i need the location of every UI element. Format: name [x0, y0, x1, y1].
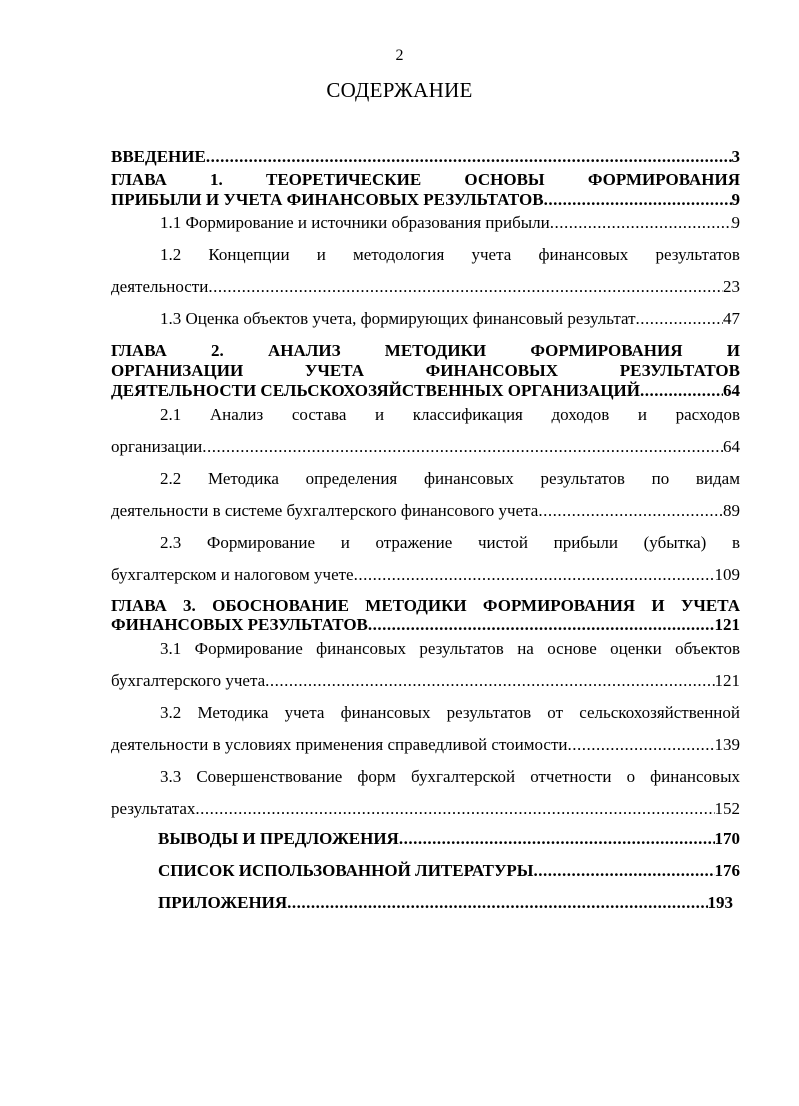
word: доходов	[551, 405, 610, 424]
word: 2.	[210, 341, 224, 360]
toc-page: 64	[723, 381, 740, 400]
toc-section-2-3-line1[interactable]	[160, 533, 740, 553]
word: отражение	[375, 533, 453, 552]
toc-leader-dots	[640, 381, 723, 401]
page-title: СОДЕРЖАНИЕ	[326, 78, 473, 102]
toc-page: 176	[714, 861, 740, 880]
word: АНАЛИЗ	[267, 341, 341, 360]
toc-section-3-2-line2[interactable]	[111, 735, 740, 755]
word: 1.	[210, 170, 223, 189]
toc-chapter1-line1[interactable]	[111, 170, 740, 190]
word: ТЕОРЕТИЧЕСКИЕ	[266, 170, 422, 189]
word: состава	[291, 405, 347, 424]
toc-entry-introduction[interactable]	[111, 147, 740, 167]
toc-section-1-2-line1[interactable]	[160, 245, 740, 265]
word: ФОРМИРОВАНИЯ	[530, 341, 683, 360]
word: и	[375, 405, 385, 424]
toc-section-3-1-line2[interactable]	[111, 671, 740, 691]
toc-label: 1.3 Оценка объектов учета, формирующих финансовый результат	[160, 309, 636, 328]
word: 2.3	[160, 533, 182, 552]
toc-leader-dots	[544, 190, 732, 210]
word: результатов	[655, 245, 740, 264]
word: определения	[305, 469, 398, 488]
toc-section-2-2-line2[interactable]	[111, 501, 740, 521]
toc-section-2-1-line2[interactable]	[111, 437, 740, 457]
toc-leader-dots	[202, 437, 723, 457]
toc-leader-dots	[206, 147, 732, 167]
toc-page: 9	[731, 190, 740, 209]
toc-section-3-2-line1[interactable]: 3.2 Методика учета финансовых результатов от сельскохозяйственной	[160, 703, 740, 722]
toc-page: 9	[731, 213, 740, 232]
toc-section-3-3-line2[interactable]	[111, 799, 740, 819]
toc-page: 64	[723, 437, 740, 456]
toc-label: ПРИБЫЛИ И УЧЕТА ФИНАНСОВЫХ РЕЗУЛЬТАТОВ	[111, 190, 544, 209]
toc-section-1-3[interactable]	[160, 309, 740, 329]
toc-section-3-3-line1[interactable]: 3.3 Совершенствование форм бухгалтерской отчетности о финансовых	[160, 767, 740, 786]
word: Концепции	[208, 245, 290, 264]
word: и	[316, 245, 326, 264]
toc-section-2-1-line1[interactable]	[160, 405, 740, 425]
toc-label: ДЕЯТЕЛЬНОСТИ СЕЛЬСКОХОЗЯЙСТВЕННЫХ ОРГАНИЗАЦИЙ	[111, 381, 641, 400]
toc-page: 170	[714, 829, 740, 848]
word: РЕЗУЛЬТАТОВ	[619, 361, 740, 380]
word: по	[651, 469, 670, 488]
toc-page: 152	[714, 799, 740, 818]
toc-label: бухгалтерского учета	[111, 671, 266, 690]
toc-page: 89	[723, 501, 740, 520]
word: УЧЕТА	[304, 361, 364, 380]
word: видам	[695, 469, 740, 488]
toc-entry-conclusions[interactable]	[158, 829, 740, 849]
toc-label: бухгалтерском и налоговом учете	[111, 565, 354, 584]
word: ГЛАВА	[111, 341, 167, 360]
toc-leader-dots	[568, 735, 715, 755]
toc-section-2-3-line2[interactable]	[111, 565, 740, 585]
word: учета	[471, 245, 512, 264]
toc-leader-dots	[195, 799, 714, 819]
page-number: 2	[395, 47, 404, 64]
toc-section-3-1-line1[interactable]: 3.1 Формирование финансовых результатов на основе оценки объектов	[160, 639, 740, 658]
word: методология	[353, 245, 445, 264]
toc-leader-dots	[399, 829, 715, 849]
toc-leader-dots	[534, 861, 715, 881]
word: Анализ	[209, 405, 264, 424]
toc-chapter3-line2[interactable]	[111, 615, 740, 635]
toc-leader-dots	[208, 277, 723, 297]
toc-page: 3	[731, 147, 740, 166]
word: классификация	[412, 405, 523, 424]
toc-section-2-2-line1[interactable]	[160, 469, 740, 489]
toc-entry-appendices[interactable]	[158, 893, 733, 913]
toc-label: ПРИЛОЖЕНИЯ	[158, 893, 288, 912]
toc-page: 121	[714, 615, 740, 634]
word: ГЛАВА	[111, 170, 167, 189]
toc-page: 121	[714, 671, 740, 690]
word: ОРГАНИЗАЦИИ	[111, 361, 244, 380]
word: чистой	[477, 533, 528, 552]
word: финансовых	[538, 245, 629, 264]
word: прибыли	[553, 533, 618, 552]
toc-page: 139	[714, 735, 740, 754]
word: (убытка)	[643, 533, 707, 552]
toc-label: ВЫВОДЫ И ПРЕДЛОЖЕНИЯ	[158, 829, 399, 848]
toc-label: СПИСОК ИСПОЛЬЗОВАННОЙ ЛИТЕРАТУРЫ	[158, 861, 534, 880]
word: и	[637, 405, 647, 424]
word: и	[340, 533, 350, 552]
toc-label: деятельности	[111, 277, 209, 296]
word: ОСНОВЫ	[464, 170, 545, 189]
toc-leader-dots	[287, 893, 707, 913]
toc-label: 1.1 Формирование и источники образования прибыли	[160, 213, 550, 232]
toc-leader-dots	[354, 565, 715, 585]
toc-leader-dots	[538, 501, 723, 521]
toc-leader-dots	[368, 615, 715, 635]
word: ФОРМИРОВАНИЯ	[587, 170, 740, 189]
toc-chapter3-line1[interactable]: ГЛАВА 3. ОБОСНОВАНИЕ МЕТОДИКИ ФОРМИРОВАНИЯ И УЧЕТА	[111, 596, 740, 615]
word: МЕТОДИКИ	[384, 341, 487, 360]
word: Методика	[207, 469, 279, 488]
word: расходов	[675, 405, 740, 424]
toc-label: деятельности в системе бухгалтерского финансового учета	[111, 501, 539, 520]
toc-label: ФИНАНСОВЫХ РЕЗУЛЬТАТОВ	[111, 615, 368, 634]
word: 1.2	[160, 245, 182, 264]
toc-label: деятельности в условиях применения справедливой стоимости	[111, 735, 568, 754]
toc-label: результатах	[111, 799, 196, 818]
toc-label: ВВЕДЕНИЕ	[111, 147, 206, 166]
word: ФИНАНСОВЫХ	[425, 361, 559, 380]
toc-chapter2-line2[interactable]	[111, 361, 740, 381]
toc-section-1-2-line2[interactable]	[111, 277, 740, 297]
toc-page: 193	[707, 893, 733, 912]
toc-leader-dots	[636, 309, 723, 329]
toc-page: 23	[723, 277, 740, 296]
word: Формирование	[206, 533, 316, 552]
word: результатов	[540, 469, 625, 488]
toc-chapter2-line3[interactable]	[111, 381, 740, 401]
toc-page: 109	[714, 565, 740, 584]
word: И	[726, 341, 740, 360]
word: 2.2	[160, 469, 182, 488]
toc-page: 47	[723, 309, 740, 328]
word: в	[731, 533, 740, 552]
word: 2.1	[160, 405, 182, 424]
toc-leader-dots	[265, 671, 714, 691]
toc-entry-references[interactable]	[158, 861, 740, 881]
toc-section-1-1[interactable]	[160, 213, 740, 233]
word: финансовых	[423, 469, 514, 488]
toc-chapter1-line2[interactable]	[111, 190, 740, 210]
toc-leader-dots	[550, 213, 732, 233]
toc-chapter2-line1[interactable]	[111, 341, 740, 361]
toc-label: организации	[111, 437, 203, 456]
